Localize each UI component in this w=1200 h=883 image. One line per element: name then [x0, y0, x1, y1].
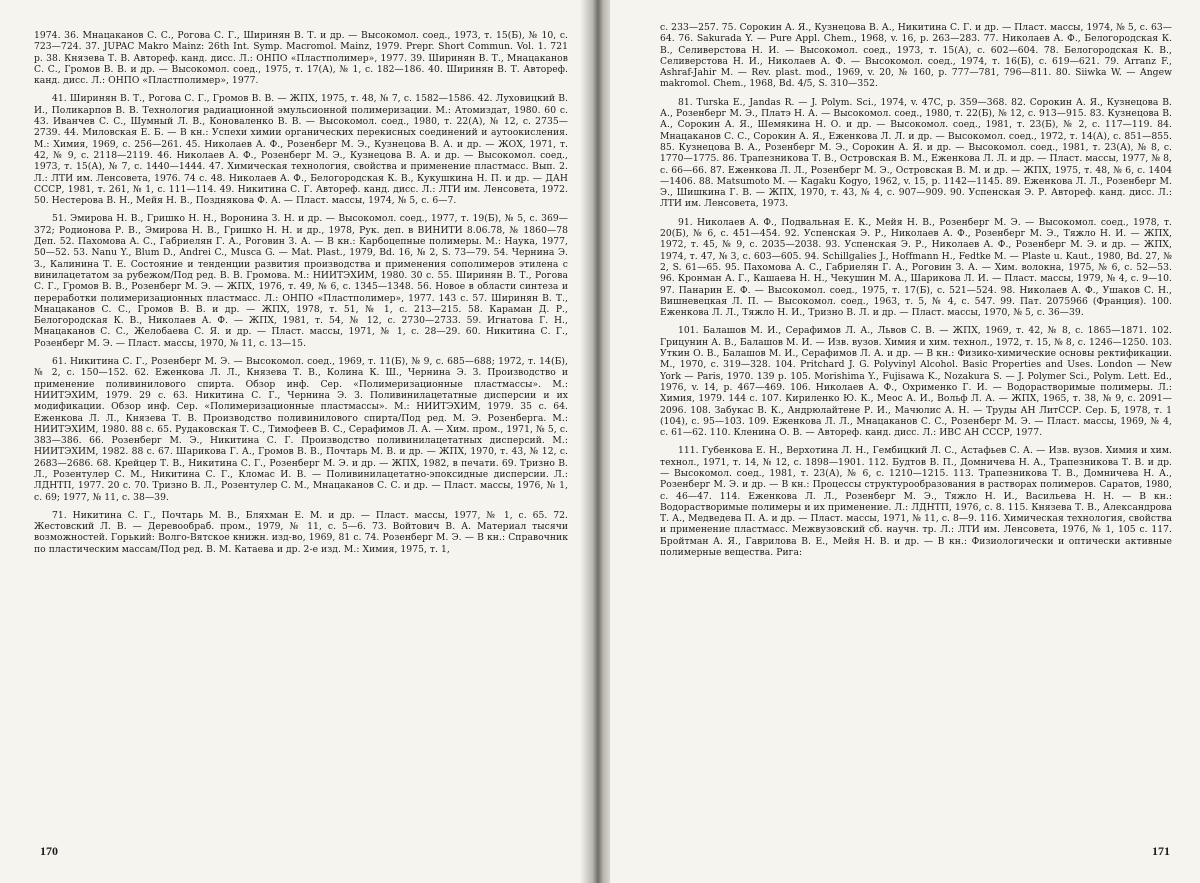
left-page: [0, 0, 590, 883]
reference-paragraph: 41. Ширинян В. Т., Рогова С. Г., Громов В. В. — ЖПХ, 1975, т. 48, № 7, с. 1582—1586. 42. Луховицкий В. И., Поликарпов В. В. Технология радиационной эмульсионной полимеризации. М.: Атомиздат, 1980. 60 с. 43. Иванчев С. С., Шумный Л. В., Коноваленко В. В. — Высокомол. соед., 1980, т. 22(А), № 12, с. 2735—2739. 44. Миловская Е. Б. — В кн.: Успехи химии органических перекисных соединений и аутоокисления. М.: Химия, 1969, с. 256—261. 45. Николаев А. Ф., Розенберг М. Э., Кузнецова В. А. и др. — ЖОХ, 1971, т. 42, № 9, с. 2118—2119. 46. Николаев А. Ф., Розенберг М. Э., Кузнецова В. А. и др. — Высокомол. соед., 1973, т. 15(А), № 7, с. 1440—1444. 47. Химическая технология, свойства и применение пластмасс. Вып. 2. Л.: ЛТИ им. Ленсовета, 1976. 74 с. 48. Николаев А. Ф., Белогородская К. В., Кукушкина Н. П. и др. — ДАН СССР, 1981, т. 261, № 1, с. 111—114. 49. Никитина С. Г. Автореф. канд. дисс. Л.: ЛТИ им. Ленсовета, 1972. 50. Нестерова В. Н., Мейя Н. В., Позднякова Ф. А. — Пласт. массы, 1974, № 5, с. 6—7.: [34, 93, 568, 207]
reference-paragraph: 101. Балашов М. И., Серафимов Л. А., Львов С. В. — ЖПХ, 1969, т. 42, № 8, с. 1865—1871. 102. Грицунин А. В., Балашов М. И. — Изв. вузов. Химия и хим. технол., 1972, т. 15, № 8, с. 1246—1250. 103. Уткин О. В., Балашов М. И., Серафимов Л. А. и др. — В кн.: Физико-химические основы ректификации. М., 1970, с. 319—328. 104. Pritchard J. G. Polyvinyl Alcohol. Basic Properties and Uses. London — New York — Paris, 1970. 139 p. 105. Morishima Y., Fujisawa K., Nozakura S. — J. Polymer Sci., Polym. Lett. Ed., 1976, v. 14, p. 467—469. 106. Николаев А. Ф., Охрименко Г. И. — Водорастворимые полимеры. Л.: Химия, 1979. 144 с. 107. Кириленко Ю. К., Меос А. И., Вольф Л. А. — ЖПХ, 1965, т. 38, № 9, с. 2091—2096. 108. Забукас В. К., Андрюлайтене Р. И., Мачюлис А. Н. — Труды АН ЛитССР. Сер. Б, 1978, т. 1 (104), с. 95—103. 109. Еженкова Л. Л., Мнацаканов С. С., Розенберг М. Э. — Пласт. массы, 1969, № 4, с. 61—62. 110. Кленина О. В. — Автореф. канд. дисс. Л.: ИВС АН СССР, 1977.: [660, 325, 1172, 439]
page-number: 171: [1152, 844, 1170, 858]
right-page: [610, 0, 1200, 883]
reference-paragraph: 71. Никитина С. Г., Почтарь М. В., Бляхман Е. М. и др. — Пласт. массы, 1977, № 1, с. 65. 72. Жестовский Л. В. — Деревообраб. пром., 1979, № 11, с. 5—6. 73. Войтович В. А. Материал тысячи возможностей. Горький: Волго-Вятское книжн. изд-во, 1969, 81 с. 74. Розенберг М. Э. — В кн.: Справочник по пластическим массам/Под ред. В. М. Катаева и др. 2-е изд. М.: Химия, 1975, т. 1,: [34, 509, 568, 555]
page-number: 170: [40, 844, 58, 858]
reference-paragraph: 111. Губенкова Е. Н., Верхотина Л. Н., Гембицкий Л. С., Астафьев С. А. — Изв. вузов. Химия и хим. технол., 1971, т. 14, № 12, с. 1898—1901. 112. Будтов В. П., Домничева Н. А., Трапезникова Т. В. и др. — Высокомол. соед., 1981, т. 23(А), № 6, с. 1210—1215. 113. Трапезникова Т. В., Домничева Н. А., Розенберг М. Э. и др. — В кн.: Процессы структурообразования в растворах полимеров. Саратов, 1980, с. 46—47. 114. Еженкова Л. Л., Розенберг М. Э., Тяжло Н. И., Васильева Н. Н. — В кн.: Водорастворимые полимеры и их применение. Л.: ЛДНТП, 1976, с. 8. 115. Князева Т. В., Александрова Т. А., Медведева П. А. и др. — Пласт. массы, 1971, № 11, с. 8—9. 116. Химическая технология, свойства и применение пластмасс. Межвузовский сб. научн. тр. Л.: ЛТИ им. Ленсовета, 1976, № 1, 105 с. 117. Бройтман А. Я., Гаврилова В. Е., Мейя Н. В. и др. — В кн.: Физиологически и оптически активные полимерные вещества. Рига:: [660, 445, 1172, 559]
reference-paragraph: 1974. 36. Мнацаканов С. С., Рогова С. Г., Ширинян В. Т. и др. — Высокомол. соед., 1973, т. 15(Б), № 10, с. 723—724. 37. JUPAC Makro Mainz: 26th Int. Symp. Macromol. Mainz, 1979. Prepr. Short Commun. Vol. 1. 721 p. 38. Князева Т. В. Автореф. канд. дисс. Л.: ОНПО «Пластполимер», 1977. 39. Ширинян В. Т., Мнацаканов С. С., Громов В. В. и др. — Высокомол. соед., 1975, т. 17(А), № 1, с. 182—186. 40. Ширинян В. Т. Автореф. канд. дисс. Л.: ОНПО «Пластполимер», 1977.: [34, 30, 568, 87]
reference-paragraph: 91. Николаев А. Ф., Подвальная Е. К., Мейя Н. В., Розенберг М. Э. — Высокомол. соед., 1978, т. 20(Б), № 6, с. 451—454. 92. Успенская Э. Р., Николаев А. Ф., Розенберг М. Э., Тяжло Н. И. — ЖПХ, 1972, т. 45, № 9, с. 2035—2038. 93. Успенская Э. Р., Николаев А. Ф., Розенберг М. Э. и др. — ЖПХ, 1974, т. 47, № 3, с. 603—605. 94. Schillgalies J., Hoffmann H., Fedtke M. — Plaste u. Kaut., 1980, Bd. 27, № 2, S. 61—65. 95. Пахомова А. С., Габриелян Г. А., Роговин З. А. — Хим. волокна, 1975, № 6, с. 52—53. 96. Кронман А. Г., Кашаева Н. Н., Чекушин М. А., Шарикова Л. И. — Пласт. массы, 1979, № 4, с. 9—10. 97. Панарин Е. Ф. — Высокомол. соед., 1975, т. 17(Б), с. 521—524. 98. Николаев А. Ф., Ушаков С. Н., Вишневецкая Л. П. — Высокомол. соед., 1963, т. 5, № 4, с. 547. 99. Пат. 2075966 (Франция). 100. Еженкова Л. Л., Тяжло Н. И., Тризно В. Л. и др. — Пласт. массы, 1970, № 5, с. 36—39.: [660, 216, 1172, 319]
reference-paragraph: 51. Эмирова Н. В., Гришко Н. Н., Воронина З. Н. и др. — Высокомол. соед., 1977, т. 19(Б), № 5, с. 369—372; Родионова Р. В., Эмирова Н. В., Гришко Н. Н. и др., 1978, Рук. деп. в ВИНИТИ 8.06.78, № 1860—78 Деп. 52. Пахомова А. С., Габриелян Г. А., Роговин З. А. — В кн.: Карбоцепные полимеры. М.: Наука, 1977, 50—52. 53. Nanu Y., Blum D., Andrei C., Musca G. — Mat. Plast., 1979, Bd. 16, № 2, S. 73—79. 54. Чернина Э. З., Калинина Т. Е. Состояние и тенденции развития производства и применения сополимеров этилена с винилацетатом за рубежом/Под ред. В. В. Громова. М.: НИИТЭХИМ, 1980. 30 с. 55. Ширинян В. Т., Рогова С. Г., Громов В. В., Розенберг М. Э. — ЖПХ, 1976, т. 49, № 6, с. 1345—1348. 56. Новое в области синтеза и переработки полимеризационных пластмасс. Л.: ОНПО «Пластполимер», 1977. 143 с. 57. Ширинян В. Т., Мнацаканов С. С., Громов В. В. и др. — ЖПХ, 1978, т. 51, № 1, с. 213—215. 58. Караман Д. Р., Белогородская К. В., Николаев А. Ф. — ЖПХ, 1981, т. 54, № 12, с. 2730—2733. 59. Игнатова Г. Н., Мнацаканов С. С., Желобаева С. Я. и др. — Пласт. массы, 1971, № 1, с. 28—29. 60. Никитина С. Г., Розенберг М. Э. — Пласт. массы, 1970, № 11, с. 13—15.: [34, 213, 568, 349]
reference-paragraph: с. 233—257. 75. Сорокин А. Я., Кузнецова В. А., Никитина С. Г. и др. — Пласт. массы, 1974, № 5, с. 63—64. 76. Sakurada Y. — Pure Appl. Chem., 1968, v. 16, p. 263—283. 77. Николаев А. Ф., Белогородская К. В., Селиверстова Н. И. — Высокомол. соед., 1973, т. 15(А), с. 602—604. 78. Белогородская К. В., Селиверстова Н. И., Николаев А. Ф. — Высокомол. соед., 1974, т. 16(Б), с. 619—621. 79. Arranz F., Ashraf-Jahir M. — Rev. plast. mod., 1969, v. 20, № 160, p. 777—781, 796—811. 80. Siiwka W. — Angew makromol. Chem., 1968, Bd. 4/5, S. 310—352.: [660, 22, 1172, 90]
reference-paragraph: 61. Никитина С. Г., Розенберг М. Э. — Высокомол. соед., 1969, т. 11(Б), № 9, с. 685—688; 1972, т. 14(Б), № 2, с. 150—152. 62. Еженкова Л. Л., Князева Т. В., Колина К. Ш., Чернина Э. З. Производство и применение поливинилового спирта. Обзор инф. Сер. «Полимеризационные пластмассы». М.: НИИТЭХИМ, 1979. 29 с. 63. Никитина С. Г., Чернина Э. З. Поливинилацетатные дисперсии и их модификации. Обзор инф. Сер. «Полимеризационные пластмассы». М.: НИИТЭХИМ, 1979. 35 с. 64. Еженкова Л. Л., Князева Т. В. Производство поливинилового спирта/Под ред. М. Э. Розенберга. М.: НИИТЭХИМ, 1980. 88 с. 65. Рудаковская Т. С., Тимофеев В. С., Серафимов Л. А. — Хим. пром., 1971, № 5, с. 383—386. 66. Розенберг М. Э., Никитина С. Г. Производство поливинилацетатных дисперсий. М.: НИИТЭХИМ, 1982. 88 с. 67. Шарикова Г. А., Громов В. В., Почтарь М. В. и др. — ЖПХ, 1970, т. 43, № 12, с. 2683—2686. 68. Крейцер Т. В., Никитина С. Г., Розенберг М. Э. и др. — ЖПХ, 1982, в печати. 69. Тризно В. Л., Розентулер С. М., Никитина С. Г., Кломас И. В. — Поливинилацетатно-эпоксидные дисперсии. Л.: ЛДНТП, 1977. 20 с. 70. Тризно В. Л., Розентулер С. М., Мнацаканов С. С. и др. — Пласт. массы, 1976, № 1, с. 69; 1977, № 11, с. 38—39.: [34, 356, 568, 503]
reference-paragraph: 81. Turska E., Jandas R. — J. Polym. Sci., 1974, v. 47C, p. 359—368. 82. Сорокин А. Я., Кузнецова В. А., Розенберг М. Э., Платэ Н. А. — Высокомол. соед., 1980, т. 22(Б), № 12, с. 913—915. 83. Кузнецова В. А., Сорокин А. Я., Шемякина Н. О. и др. — Высокомол. соед., 1981, т. 23(Б), № 2, с. 117—119. 84. Мнацаканов С. С., Сорокин А. Я., Еженкова Л. Л. и др. — Высокомол. соед., 1972, т. 14(А), с. 851—855. 85. Кузнецова В. А., Розенберг М. Э., Сорокин А. Я. и др. — Высокомол. соед., 1981, т. 23(А), № 8, с. 1770—1775. 86. Трапезникова Т. В., Островская В. М., Еженкова Л. Л. и др. — Пласт. массы, 1977, № 8, с. 66—66. 87. Еженкова Л. Л., Розенберг М. Э., Островская В. М. и др. — ЖПХ, 1975, т. 48, № 6, с. 1404—1406. 88. Matsumoto M. — Kagaku Kogyo, 1962, v. 15, p. 1142—1145. 89. Еженкова Л. Л., Розенберг М. Э., Шишкина Г. В. — ЖПХ, 1970, т. 43, № 4, с. 907—909. 90. Успенская Э. Р. Автореф. канд. дисс. Л.: ЛТИ им. Ленсовета, 1973.: [660, 96, 1172, 210]
